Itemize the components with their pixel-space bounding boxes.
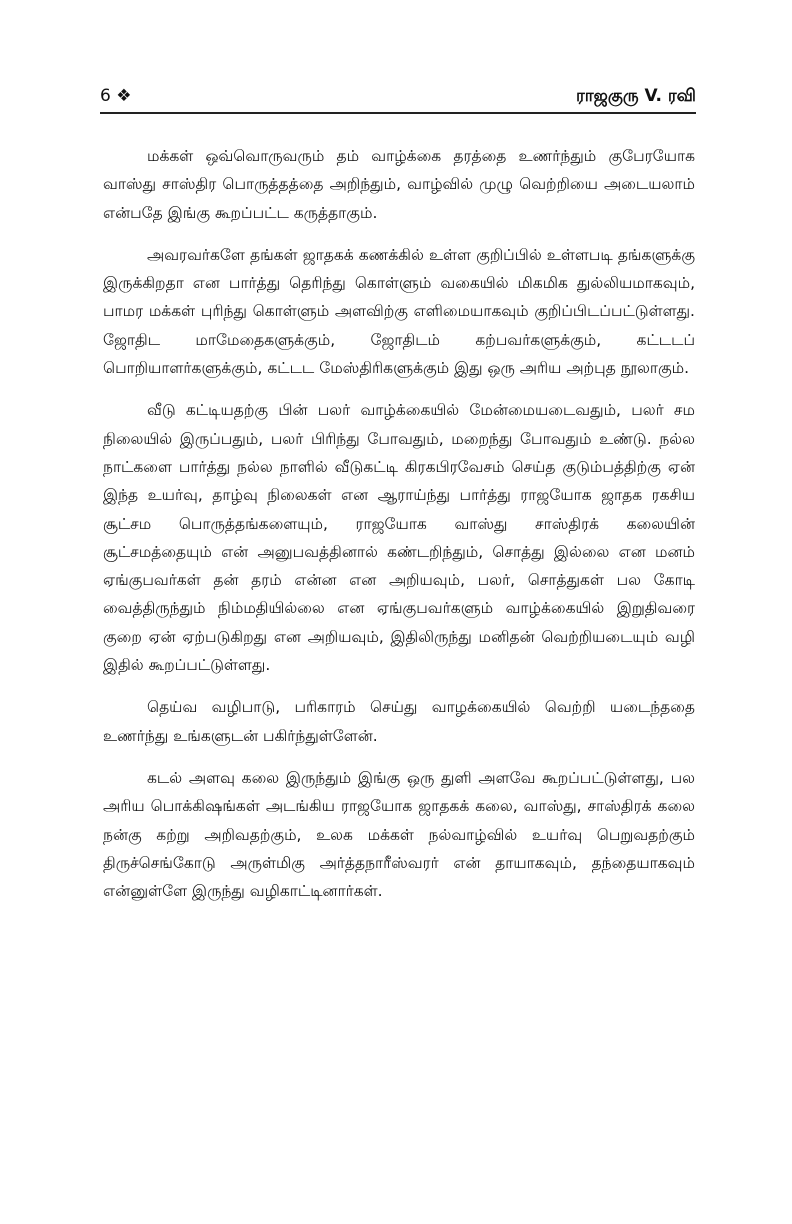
body-text xyxy=(103,142,695,919)
paragraph-1: மக்கள் ஒவ்வொருவரும் தம் வாழ்க்கை தரத்தை உணர்ந்தும் குபேரயோக வாஸ்து சாஸ்திர பொருத்தத்தை அறிந்தும், வாழ்வில் முழு வெற்றியை அடையலாம் என்பதே இங்கு கூறப்பட்ட கருத்தாகும். xyxy=(103,147,695,222)
paragraph-4: தெய்வ வழிபாடு, பரிகாரம் செய்து வாழக்கையில் வெற்றி யடைந்ததை உணர்ந்து உங்களுடன் பகிர்ந்துள்ளேன். xyxy=(103,698,695,745)
page-number: 6 ❖ xyxy=(100,86,132,106)
paragraph-3: வீடு கட்டியதற்கு பின் பலர் வாழ்க்கையில் மேன்மையடைவதும், பலர் சம நிலையில் இருப்பதும், பலர் பிரிந்து போவதும், மறைந்து போவதும் உண்டு. நல்ல நாட்களை பார்த்து நல்ல நாளில் வீடுகட்டி கிரகபிரவேசம் செய்த குடும்பத்திற்கு ஏன் இந்த உயர்வு, தாழ்வு நிலைகள் என ஆராய்ந்து பார்த்து ராஜயோக ஜாதக ரகசிய சூட்சம பொருத்தங்களையும், ராஜயோக வாஸ்து சாஸ்திரக் கலையின் சூட்சமத்தையும் என் அனுபவத்தினால் கண்டறிந்தும், சொத்து இல்லை என மனம் ஏங்குபவர்கள் தன் தரம் என்ன என அறியவும், பலர், சொத்துகள் பல கோடி வைத்திருந்தும் நிம்மதியில்லை என ஏங்குபவர்களும் வாழ்க்கையில் இறுதிவரை குறை ஏன் ஏற்படுகிறது என அறியவும், இதிலிருந்து மனிதன் வெற்றியடையும் வழி இதில் கூறப்பட்டுள்ளது. xyxy=(103,401,695,675)
paragraph-5: கடல் அளவு கலை இருந்தும் இங்கு ஒரு துளி அளவே கூறப்பட்டுள்ளது, பல அரிய பொக்கிஷங்கள் அடங்கிய ராஜயோக ஜாதகக் கலை, வாஸ்து, சாஸ்திரக் கலை நன்கு கற்று அறிவதற்கும், உலக மக்கள் நல்வாழ்வில் உயர்வு பெறுவதற்கும் திருச்செங்கோடு அருள்மிகு அர்த்தநாரீஸ்வரர் என் தாயாகவும், தந்தையாகவும் என்னுள்ளே இருந்து வழிகாட்டினார்கள். xyxy=(103,768,695,901)
page-header xyxy=(100,84,696,114)
running-title: ராஜகுரு V. ரவி xyxy=(576,86,696,106)
paragraph-2: அவரவர்களே தங்கள் ஜாதகக் கணக்கில் உள்ள குறிப்பில் உள்ளபடி தங்களுக்கு இருக்கிறதா என பார்த்து தெரிந்து கொள்ளும் வகையில் மிகமிக துல்லியமாகவும், பாமர மக்கள் புரிந்து கொள்ளும் அளவிற்கு எளிமையாகவும் குறிப்பிடப்பட்டுள்ளது. ஜோதிட மாமேதைகளுக்கும், ஜோதிடம் கற்பவர்களுக்கும், கட்டடப் பொறியாளர்களுக்கும், கட்டட மேஸ்திரிகளுக்கும் இது ஒரு அரிய அற்புத நூலாகும். xyxy=(103,245,695,378)
